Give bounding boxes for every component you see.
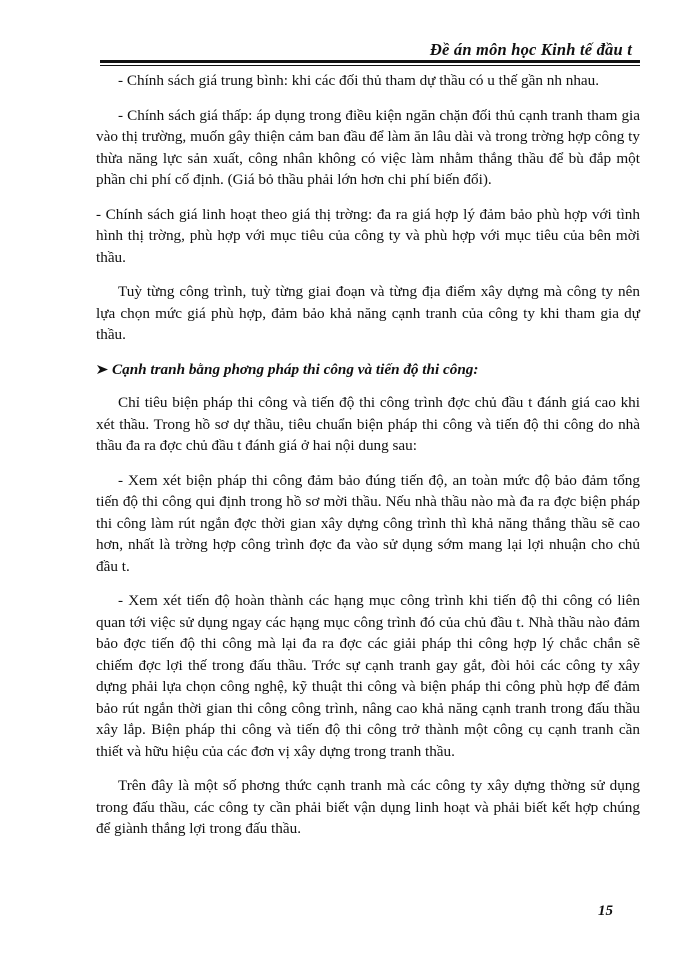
paragraph-method-progress: - Xem xét tiến độ hoàn thành các hạng mục công trình khi tiến độ thi công có liên quan tới việc sử dụng ngay các hạng mục công trình đó của chủ đầu t. Nhà thầu nào đảm bảo đợc tiến độ thi công mà lại đa ra đợc các giải pháp thi công hợp lý chắc chắn sẽ chiếm đợc lợi thế trong đấu thầu. Trớc sự cạnh tranh gay gắt, đòi hỏi các công ty xây dựng phải lựa chọn công nghệ, kỹ thuật thi công và biện pháp thi công phù hợp để đảm bảo rút ngắn thời gian thi công công trình, nâng cao khả năng cạnh tranh trong đấu thầu xây lắp. Biện pháp thi công và tiến độ thi công trở thành một công cụ cạnh tranh cần thiết và hữu hiệu của các đơn vị xây dựng trong tranh thầu. [96,592,640,760]
paragraph-average-price-policy: - Chính sách giá trung bình: khi các đối thủ tham dự thầu có u thế gần nh nhau. [118,72,600,89]
header-rule-thin [100,65,640,66]
header-rule-thick [100,60,640,63]
paragraph-method-intro: Chỉ tiêu biện pháp thi công và tiến độ thi công trình đợc chủ đầu t đánh giá cao khi xét thầu. Trong hồ sơ dự thầu, tiêu chuẩn biện pháp thi công và tiến độ thi công do nhà thầu đa ra đợc chủ đầu t đánh giá ở hai nội dung sau: [96,394,640,454]
page-number: 15 [598,903,613,919]
paragraph-method-schedule: - Xem xét biện pháp thi công đảm bảo đúng tiến độ, an toàn mức độ bảo đảm tổng tiến độ thi công qui định trong hồ sơ mời thầu. Nếu nhà thầu nào mà đa ra đợc biện pháp thi công làm rút ngắn đợc thời gian xây dựng công trình thì khả năng thắng thầu sẽ cao hơn, nhất là trờng hợp công trình đợc đa vào sử dụng sớm mang lại lợi nhuận cho chủ đầu t. [96,471,640,575]
paragraph-flexible-price-policy: - Chính sách giá linh hoạt theo giá thị trờng: đa ra giá hợp lý đảm bảo phù hợp với tình hình thị trờng, phù hợp với mục tiêu của công ty và phù hợp với mục tiêu của bên mời thầu. [96,205,640,266]
page-header [100,38,640,64]
section-heading-text: Cạnh tranh bằng phơng pháp thi công và tiến độ thi công: [112,360,479,378]
paragraph-low-price-policy: - Chính sách giá thấp: áp dụng trong điều kiện ngăn chặn đối thủ cạnh tranh tham gia vào thị trường, muốn gây thiện cảm ban đầu để làm ăn lâu dài và trong trờng hợp công ty thừa năng lực sản xuất, công nhân không có việc làm nhằm thắng thầu để bù đắp một phần chi phí cố định. (Giá bỏ thầu phải lớn hơn chi phí biến đổi). [96,106,640,188]
header-title: Đề án môn học Kinh tế đầu t [429,40,632,59]
section-heading [96,359,640,381]
paragraph-price-summary: Tuỳ từng công trình, tuỳ từng giai đoạn và từng địa điểm xây dựng mà công ty nên lựa chọn mức giá phù hợp, đảm bảo khả năng cạnh tranh của công ty khi tham gia dự thầu. [96,283,640,343]
paragraph-conclusion: Trên đây là một số phơng thức cạnh tranh mà các công ty xây dựng thờng sử dụng trong đấu thầu, các công ty cần phải biết vận dụng linh hoạt và phải biết kết hợp chúng để giành thắng lợi trong đấu thầu. [96,777,640,837]
page-body [96,70,640,853]
arrow-bullet-icon [96,364,109,375]
